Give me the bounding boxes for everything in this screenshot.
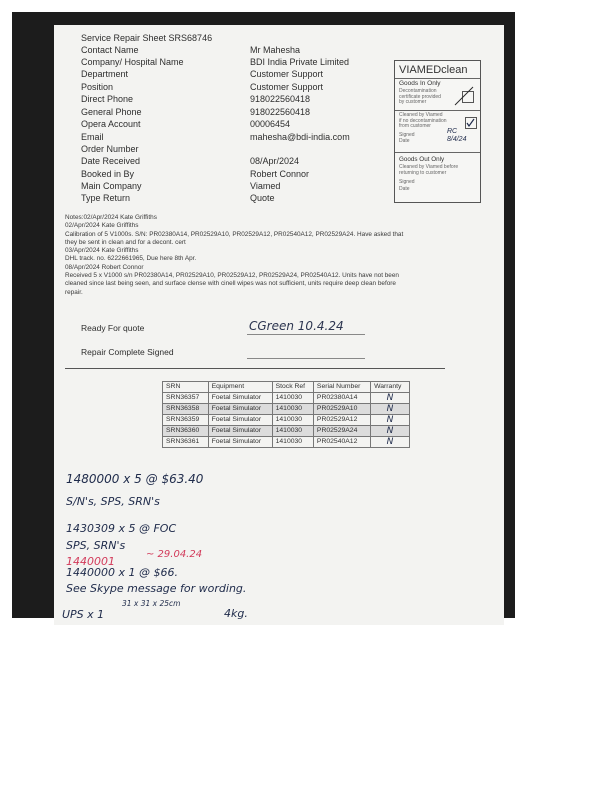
cell-equipment: Foetal Simulator xyxy=(208,426,272,437)
table-row xyxy=(163,426,410,437)
cell-equipment: Foetal Simulator xyxy=(208,415,272,426)
table-row xyxy=(163,393,410,404)
cell-equipment: Foetal Simulator xyxy=(208,437,272,448)
sheet-title: Service Repair Sheet SRS68746 xyxy=(81,33,213,43)
cell-stock-ref: 1410030 xyxy=(272,393,313,404)
field-value: 08/Apr/2024 xyxy=(250,156,300,166)
stamp-goods-out: Goods Out Only xyxy=(399,156,445,163)
equipment-table xyxy=(162,381,410,448)
stamp-signed-label: Signed xyxy=(399,132,415,138)
handwritten-red-date: ~ 29.04.24 xyxy=(146,549,203,560)
column-header: SRN xyxy=(163,382,209,393)
handwritten-line: 1440000 x 1 @ $66. xyxy=(66,566,178,579)
cell-stock-ref: 1410030 xyxy=(272,426,313,437)
stamp-goods-in-line: certificate provided xyxy=(399,93,441,100)
column-header: Equipment xyxy=(208,382,272,393)
field-value: Mr Mahesha xyxy=(250,45,301,55)
cell-warranty: N xyxy=(371,437,410,448)
checkmark-icon xyxy=(465,117,476,128)
cell-serial: PR02529A12 xyxy=(313,415,370,426)
field-label: Email xyxy=(81,132,104,142)
field-value: Quote xyxy=(250,193,275,203)
cell-stock-ref: 1410030 xyxy=(272,404,313,415)
cell-warranty: N xyxy=(371,415,410,426)
stamp-out-date-label: Date xyxy=(399,186,410,192)
cell-srn: SRN36359 xyxy=(163,415,209,426)
note-line: 02/Apr/2024 Kate Griffiths xyxy=(65,222,139,230)
stamp-cleaned-line: Cleaned by Viamed xyxy=(399,112,443,118)
stamp-cleaned-line: from customer xyxy=(399,123,431,130)
stamp-divider xyxy=(395,110,480,111)
column-header: Serial Number xyxy=(313,382,370,393)
note-line: they be sent in clean and for a decont. cert xyxy=(65,238,186,246)
note-line: Calibration of 5 V1000s. S/N: PR02380A14, PR02529A10, PR02529A12, PR02540A12, PR02529A24. Have asked that xyxy=(65,230,404,238)
stamp-goods-in-line: by customer xyxy=(399,99,427,106)
table-row xyxy=(163,437,410,448)
note-line: repair. xyxy=(65,288,83,296)
field-value: BDI India Private Limited xyxy=(250,57,350,67)
table-header-row xyxy=(163,382,410,393)
field-value: 918022560418 xyxy=(250,94,311,104)
handwritten-line: UPS x 1 xyxy=(62,608,105,621)
repair-complete-label: Repair Complete Signed xyxy=(81,347,174,357)
cell-serial: PR02540A12 xyxy=(313,437,370,448)
note-line: DHL track. no. 6222661965, Due here 8th Apr. xyxy=(65,255,197,263)
stamp-date-label: Date xyxy=(399,138,410,144)
handwritten-dims: 31 x 31 x 25cm xyxy=(122,599,181,608)
field-label: Contact Name xyxy=(81,45,139,55)
cell-serial: PR02529A10 xyxy=(313,404,370,415)
field-value: 918022560418 xyxy=(250,107,311,117)
column-header: Warranty xyxy=(371,382,410,393)
field-label: General Phone xyxy=(81,107,142,117)
signature-line xyxy=(247,358,365,359)
cell-warranty: N xyxy=(371,393,410,404)
field-value: Customer Support xyxy=(250,69,324,79)
handwritten-line: 1480000 x 5 @ $63.40 xyxy=(66,472,204,486)
checkmark-icon xyxy=(451,83,477,109)
stamp-goods-in: Goods In Only xyxy=(399,80,441,87)
field-label: Booked in By xyxy=(81,169,135,179)
note-line: 03/Apr/2024 Kate Griffiths xyxy=(65,247,139,255)
cell-stock-ref: 1410030 xyxy=(272,437,313,448)
stamp-signed-initials: RC xyxy=(447,128,458,135)
stamp-out-signed-label: Signed xyxy=(399,179,415,185)
field-label: Order Number xyxy=(81,144,139,154)
field-value: Customer Support xyxy=(250,82,324,92)
field-label: Main Company xyxy=(81,181,142,191)
ready-signature: CGreen 10.4.24 xyxy=(249,319,344,333)
note-line: Notes:02/Apr/2024 Kate Griffiths xyxy=(65,214,157,221)
table-row xyxy=(163,404,410,415)
note-line: cleaned since last being seen, and surface clense with cinell wipes was not sufficient, units require deep clean before xyxy=(65,280,396,288)
cell-equipment: Foetal Simulator xyxy=(208,393,272,404)
field-value: Robert Connor xyxy=(250,169,310,179)
stamp-goods-out-line: returning to customer xyxy=(399,169,447,176)
cell-srn: SRN36360 xyxy=(163,426,209,437)
field-label: Department xyxy=(81,69,129,79)
section-divider xyxy=(65,368,445,369)
cell-serial: PR02380A14 xyxy=(313,393,370,404)
viamedclean-stamp xyxy=(394,60,481,203)
document-page xyxy=(54,25,504,625)
stamp-cleaned-line: if no decontamination xyxy=(399,117,447,124)
field-value: 00006454 xyxy=(250,119,291,129)
note-line: Received 5 x V1000 s/n PR02380A14, PR02529A10, PR02529A12, PR02529A24, PR02540A12. Units have not been xyxy=(65,272,399,280)
field-label: Position xyxy=(81,82,114,92)
cell-srn: SRN36358 xyxy=(163,404,209,415)
cell-warranty: N xyxy=(371,426,410,437)
field-value: mahesha@bdi-india.com xyxy=(250,132,350,142)
stamp-brand: VIAMEDclean xyxy=(399,64,468,76)
note-line: 08/Apr/2024 Robert Connor xyxy=(65,263,144,271)
handwritten-weight: 4kg. xyxy=(224,607,248,620)
ready-for-quote-label: Ready For quote xyxy=(81,323,145,333)
field-label: Type Return xyxy=(81,193,131,203)
field-value: Viamed xyxy=(250,181,281,191)
cell-srn: SRN36361 xyxy=(163,437,209,448)
field-label: Company/ Hospital Name xyxy=(81,57,184,67)
handwritten-line: SPS, SRN's xyxy=(66,539,126,552)
column-header: Stock Ref xyxy=(272,382,313,393)
handwritten-red-code: 1440001 xyxy=(66,555,115,568)
signature-line xyxy=(247,334,365,335)
cell-stock-ref: 1410030 xyxy=(272,415,313,426)
field-label: Direct Phone xyxy=(81,94,134,104)
stamp-goods-out-line: Cleaned by Viamed before xyxy=(399,164,459,170)
notes-block xyxy=(65,214,490,297)
field-label: Date Received xyxy=(81,156,141,166)
cell-equipment: Foetal Simulator xyxy=(208,404,272,415)
handwritten-line: S/N's, SPS, SRN's xyxy=(66,495,160,508)
stamp-goods-in-line: Decontamination xyxy=(399,88,437,94)
cell-warranty: N xyxy=(371,404,410,415)
stamp-date-value: 8/4/24 xyxy=(447,136,467,143)
handwritten-line: 1430309 x 5 @ FOC xyxy=(66,522,177,535)
cell-serial: PR02529A24 xyxy=(313,426,370,437)
field-label: Opera Account xyxy=(81,119,141,129)
stamp-divider xyxy=(395,152,480,153)
handwritten-line: See Skype message for wording. xyxy=(66,582,247,595)
table-row xyxy=(163,415,410,426)
scan-frame xyxy=(12,12,515,621)
stamp-divider xyxy=(395,78,480,79)
cell-srn: SRN36357 xyxy=(163,393,209,404)
